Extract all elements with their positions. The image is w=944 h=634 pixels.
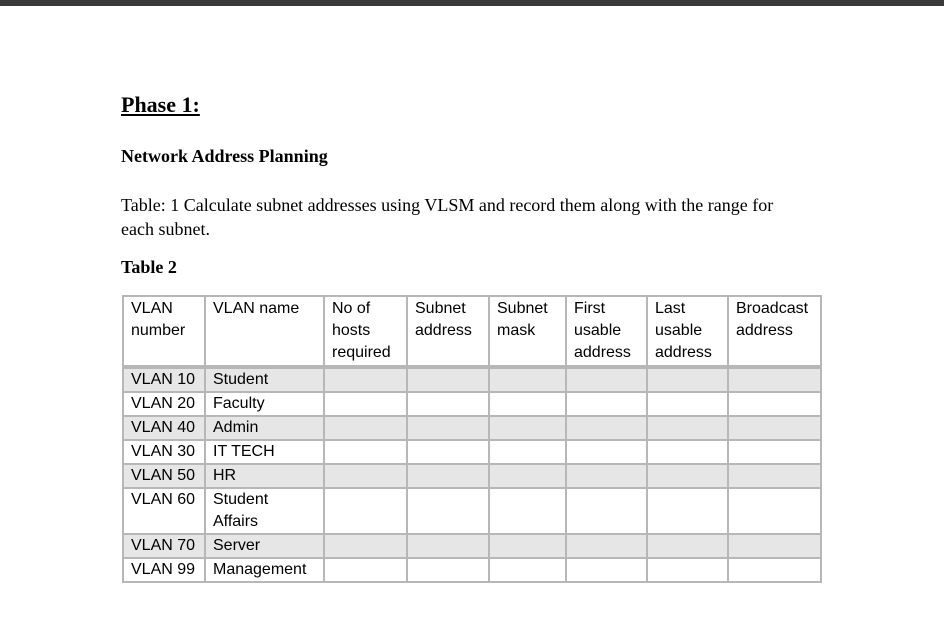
table-row bbox=[123, 558, 821, 582]
vlan-number-cell: VLAN 10 bbox=[123, 367, 205, 392]
vlan-number-cell: VLAN 50 bbox=[123, 464, 205, 488]
vlan-number-cell: VLAN 20 bbox=[123, 392, 205, 416]
broadcast-cell[interactable] bbox=[728, 367, 821, 392]
subnet-mask-cell[interactable] bbox=[489, 440, 566, 464]
vlan-number-cell: VLAN 99 bbox=[123, 558, 205, 582]
hosts-cell[interactable] bbox=[324, 534, 407, 558]
last-usable-cell[interactable] bbox=[647, 392, 728, 416]
subnet-address-cell[interactable] bbox=[407, 464, 489, 488]
vlan-name-cell: IT TECH bbox=[205, 440, 324, 464]
section-title: Network Address Planning bbox=[121, 146, 328, 166]
vlan-name-cell: Management bbox=[205, 558, 324, 582]
last-usable-cell[interactable] bbox=[647, 416, 728, 440]
last-usable-cell[interactable] bbox=[647, 440, 728, 464]
broadcast-cell[interactable] bbox=[728, 416, 821, 440]
subnet-address-cell[interactable] bbox=[407, 488, 489, 534]
vlsm-table bbox=[122, 295, 822, 583]
broadcast-cell[interactable] bbox=[728, 440, 821, 464]
header-cell: Last usable address bbox=[647, 296, 728, 367]
table-row bbox=[123, 534, 821, 558]
vlan-name-cell: Student bbox=[205, 367, 324, 392]
subnet-address-cell[interactable] bbox=[407, 392, 489, 416]
table-header-row bbox=[123, 296, 821, 367]
subnet-address-cell[interactable] bbox=[407, 534, 489, 558]
first-usable-cell[interactable] bbox=[566, 440, 647, 464]
last-usable-cell[interactable] bbox=[647, 367, 728, 392]
table-row bbox=[123, 392, 821, 416]
table-caption: Table: 1 Calculate subnet addresses using VLSM and record them along with the range for each subnet. bbox=[121, 195, 774, 239]
hosts-cell[interactable] bbox=[324, 416, 407, 440]
broadcast-cell[interactable] bbox=[728, 488, 821, 534]
header-cell: Subnet mask bbox=[489, 296, 566, 367]
first-usable-cell[interactable] bbox=[566, 416, 647, 440]
header-cell: VLAN name bbox=[205, 296, 324, 367]
subnet-address-cell[interactable] bbox=[407, 558, 489, 582]
broadcast-cell[interactable] bbox=[728, 392, 821, 416]
vlan-name-cell: HR bbox=[205, 464, 324, 488]
vlan-number-cell: VLAN 70 bbox=[123, 534, 205, 558]
table-label: Table 2 bbox=[121, 257, 177, 277]
header-cell: VLAN number bbox=[123, 296, 205, 367]
table-row bbox=[123, 440, 821, 464]
hosts-cell[interactable] bbox=[324, 367, 407, 392]
vlan-name-cell: Admin bbox=[205, 416, 324, 440]
subnet-mask-cell[interactable] bbox=[489, 392, 566, 416]
table-row bbox=[123, 367, 821, 392]
header-cell: Subnet address bbox=[407, 296, 489, 367]
first-usable-cell[interactable] bbox=[566, 534, 647, 558]
subnet-mask-cell[interactable] bbox=[489, 464, 566, 488]
first-usable-cell[interactable] bbox=[566, 488, 647, 534]
phase-heading: Phase 1: bbox=[121, 92, 200, 117]
header-cell: First usable address bbox=[566, 296, 647, 367]
last-usable-cell[interactable] bbox=[647, 534, 728, 558]
first-usable-cell[interactable] bbox=[566, 464, 647, 488]
vlan-number-cell: VLAN 60 bbox=[123, 488, 205, 534]
last-usable-cell[interactable] bbox=[647, 558, 728, 582]
broadcast-cell[interactable] bbox=[728, 534, 821, 558]
subnet-mask-cell[interactable] bbox=[489, 416, 566, 440]
last-usable-cell[interactable] bbox=[647, 464, 728, 488]
subnet-mask-cell[interactable] bbox=[489, 367, 566, 392]
subnet-mask-cell[interactable] bbox=[489, 534, 566, 558]
last-usable-cell[interactable] bbox=[647, 488, 728, 534]
subnet-address-cell[interactable] bbox=[407, 367, 489, 392]
table-row bbox=[123, 416, 821, 440]
vlan-name-cell: Student Affairs bbox=[205, 488, 324, 534]
subnet-address-cell[interactable] bbox=[407, 440, 489, 464]
table-row bbox=[123, 464, 821, 488]
broadcast-cell[interactable] bbox=[728, 558, 821, 582]
first-usable-cell[interactable] bbox=[566, 367, 647, 392]
vlan-number-cell: VLAN 30 bbox=[123, 440, 205, 464]
top-bar bbox=[0, 0, 944, 6]
hosts-cell[interactable] bbox=[324, 558, 407, 582]
hosts-cell[interactable] bbox=[324, 392, 407, 416]
first-usable-cell[interactable] bbox=[566, 558, 647, 582]
subnet-address-cell[interactable] bbox=[407, 416, 489, 440]
hosts-cell[interactable] bbox=[324, 440, 407, 464]
hosts-cell[interactable] bbox=[324, 488, 407, 534]
header-cell: No of hosts required bbox=[324, 296, 407, 367]
first-usable-cell[interactable] bbox=[566, 392, 647, 416]
table-row bbox=[123, 488, 821, 534]
vlan-number-cell: VLAN 40 bbox=[123, 416, 205, 440]
hosts-cell[interactable] bbox=[324, 464, 407, 488]
vlan-name-cell: Faculty bbox=[205, 392, 324, 416]
header-cell: Broadcast address bbox=[728, 296, 821, 367]
subnet-mask-cell[interactable] bbox=[489, 488, 566, 534]
subnet-mask-cell[interactable] bbox=[489, 558, 566, 582]
vlan-name-cell: Server bbox=[205, 534, 324, 558]
broadcast-cell[interactable] bbox=[728, 464, 821, 488]
